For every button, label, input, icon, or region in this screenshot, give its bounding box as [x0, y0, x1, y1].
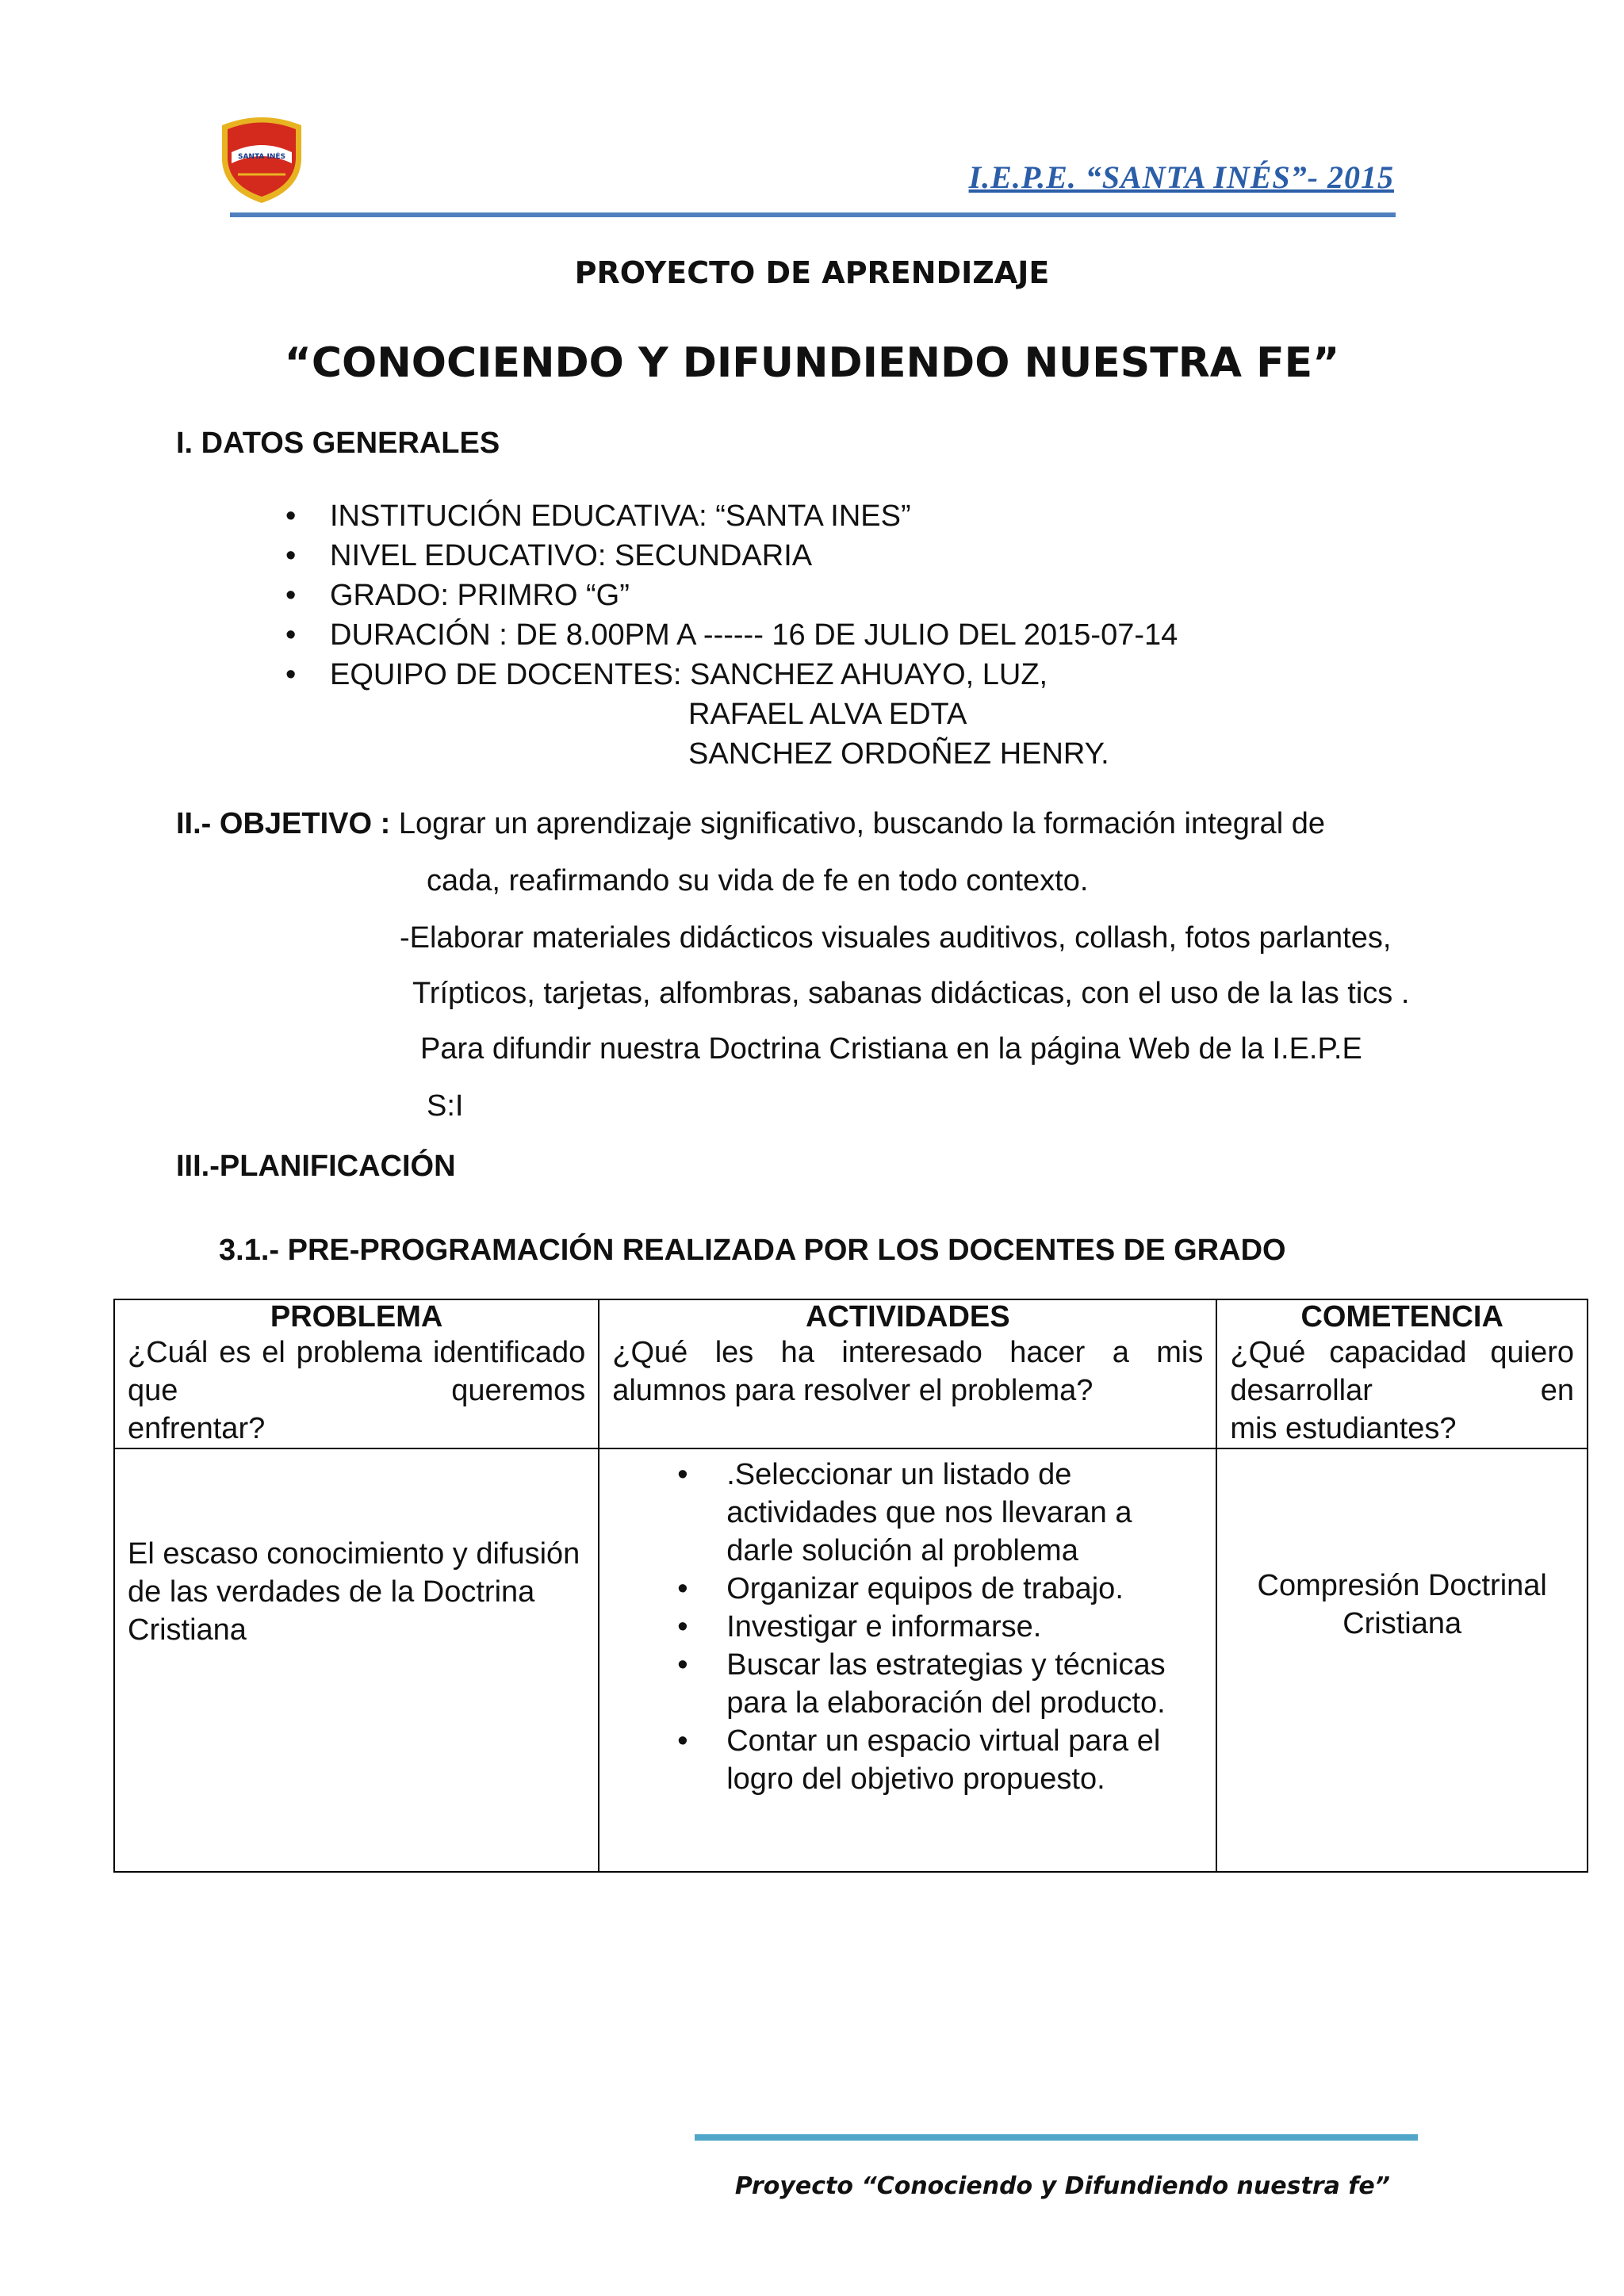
bullet-icon: •: [285, 579, 297, 612]
list-item: • Organizar equipos de trabajo.: [612, 1570, 1203, 1608]
header-divider: [230, 212, 1396, 217]
table-cell: [1216, 1299, 1588, 1448]
bullet-icon: •: [285, 658, 297, 691]
table-cell: [114, 1448, 599, 1872]
column-header: PROBLEMA: [270, 1300, 443, 1334]
bullet-icon: •: [285, 618, 297, 652]
bullet-icon: •: [677, 1610, 688, 1644]
team-member: RAFAEL ALVA EDTA: [688, 698, 967, 731]
table-cell: [1216, 1448, 1588, 1872]
section-1-heading: I. DATOS GENERALES: [176, 427, 500, 460]
column-header: ACTIVIDADES: [806, 1300, 1010, 1334]
planning-table: [113, 1299, 1588, 1873]
bullet-icon: •: [285, 539, 297, 572]
footer-text: Proyecto “Conociendo y Difundiendo nuestra fe”: [734, 2172, 1390, 2200]
list-item: • GRADO: PRIMRO “G”: [285, 576, 1178, 615]
column-question: ¿Qué capacidad quiero desarrollar en mis estudiantes?: [1230, 1336, 1574, 1445]
competence-text: Compresión Doctrinal Cristiana: [1257, 1569, 1547, 1640]
objective-line: Trípticos, tarjetas, alfombras, sabanas didácticas, con el uso de la las tics .: [412, 977, 1410, 1010]
list-item: • INSTITUCIÓN EDUCATIVA: “SANTA INES”: [285, 496, 1178, 536]
activities-list: [612, 1456, 1203, 1798]
list-item: • DURACIÓN : DE 8.00PM A ------ 16 DE JULIO DEL 2015-07-14: [285, 615, 1178, 655]
table-cell: [114, 1299, 599, 1448]
objective-line: Para difundir nuestra Doctrina Cristiana en la página Web de la I.E.P.E: [420, 1032, 1362, 1066]
list-item: • Investigar e informarse.: [612, 1608, 1203, 1646]
section-3-heading: III.-PLANIFICACIÓN: [176, 1150, 456, 1183]
table-cell: [599, 1448, 1216, 1872]
bullet-icon: •: [677, 1648, 688, 1682]
crest-motto: SANTA INÉS: [237, 153, 286, 161]
objective-block: [176, 807, 1325, 841]
list-item: • EQUIPO DE DOCENTES: SANCHEZ AHUAYO, LUZ,: [285, 655, 1178, 695]
bullet-icon: •: [677, 1724, 688, 1758]
school-crest-logo: [214, 111, 309, 206]
objective-line: Lograr un aprendizaje significativo, buscando la formación integral de: [398, 807, 1325, 840]
table-cell: [599, 1299, 1216, 1448]
objective-line: S:I: [427, 1089, 464, 1123]
table-header-row: [114, 1299, 1588, 1448]
list-item: • Buscar las estrategias y técnicas para la elaboración del producto.: [612, 1646, 1203, 1722]
objective-line: cada, reafirmando su vida de fe en todo contexto.: [427, 864, 1089, 897]
list-item: • NIVEL EDUCATIVO: SECUNDARIA: [285, 536, 1178, 576]
document-kind: PROYECTO DE APRENDIZAJE: [574, 255, 1050, 290]
document-title: “CONOCIENDO Y DIFUNDIENDO NUESTRA FE”: [284, 339, 1340, 387]
objective-label: II.- OBJETIVO :: [176, 807, 391, 840]
list-item: • Contar un espacio virtual para el logro del objetivo propuesto.: [612, 1722, 1203, 1798]
header-institution: I.E.P.E. “SANTA INÉS”- 2015: [968, 159, 1394, 195]
team-member: SANCHEZ ORDOÑEZ HENRY.: [688, 737, 1109, 771]
subsection-heading: 3.1.- PRE-PROGRAMACIÓN REALIZADA POR LOS DOCENTES DE GRADO: [219, 1234, 1286, 1267]
objective-line: -Elaborar materiales didácticos visuales auditivos, collash, fotos parlantes,: [400, 921, 1392, 955]
general-data-list: [285, 496, 1178, 774]
bullet-icon: •: [285, 499, 297, 533]
list-item: • .Seleccionar un listado de actividades que nos llevaran a darle solución al problema: [612, 1456, 1203, 1570]
table-row: [114, 1448, 1588, 1872]
footer-divider: [695, 2134, 1418, 2141]
bullet-icon: •: [677, 1458, 688, 1491]
bullet-icon: •: [677, 1572, 688, 1605]
problem-text: El escaso conocimiento y difusión de las verdades de la Doctrina Cristiana: [128, 1537, 580, 1647]
column-question: ¿Qué les ha interesado hacer a mis alumnos para resolver el problema?: [612, 1336, 1204, 1407]
column-header: COMETENCIA: [1300, 1300, 1503, 1334]
column-question: ¿Cuál es el problema identificado que queremos enfrentar?: [128, 1336, 586, 1445]
